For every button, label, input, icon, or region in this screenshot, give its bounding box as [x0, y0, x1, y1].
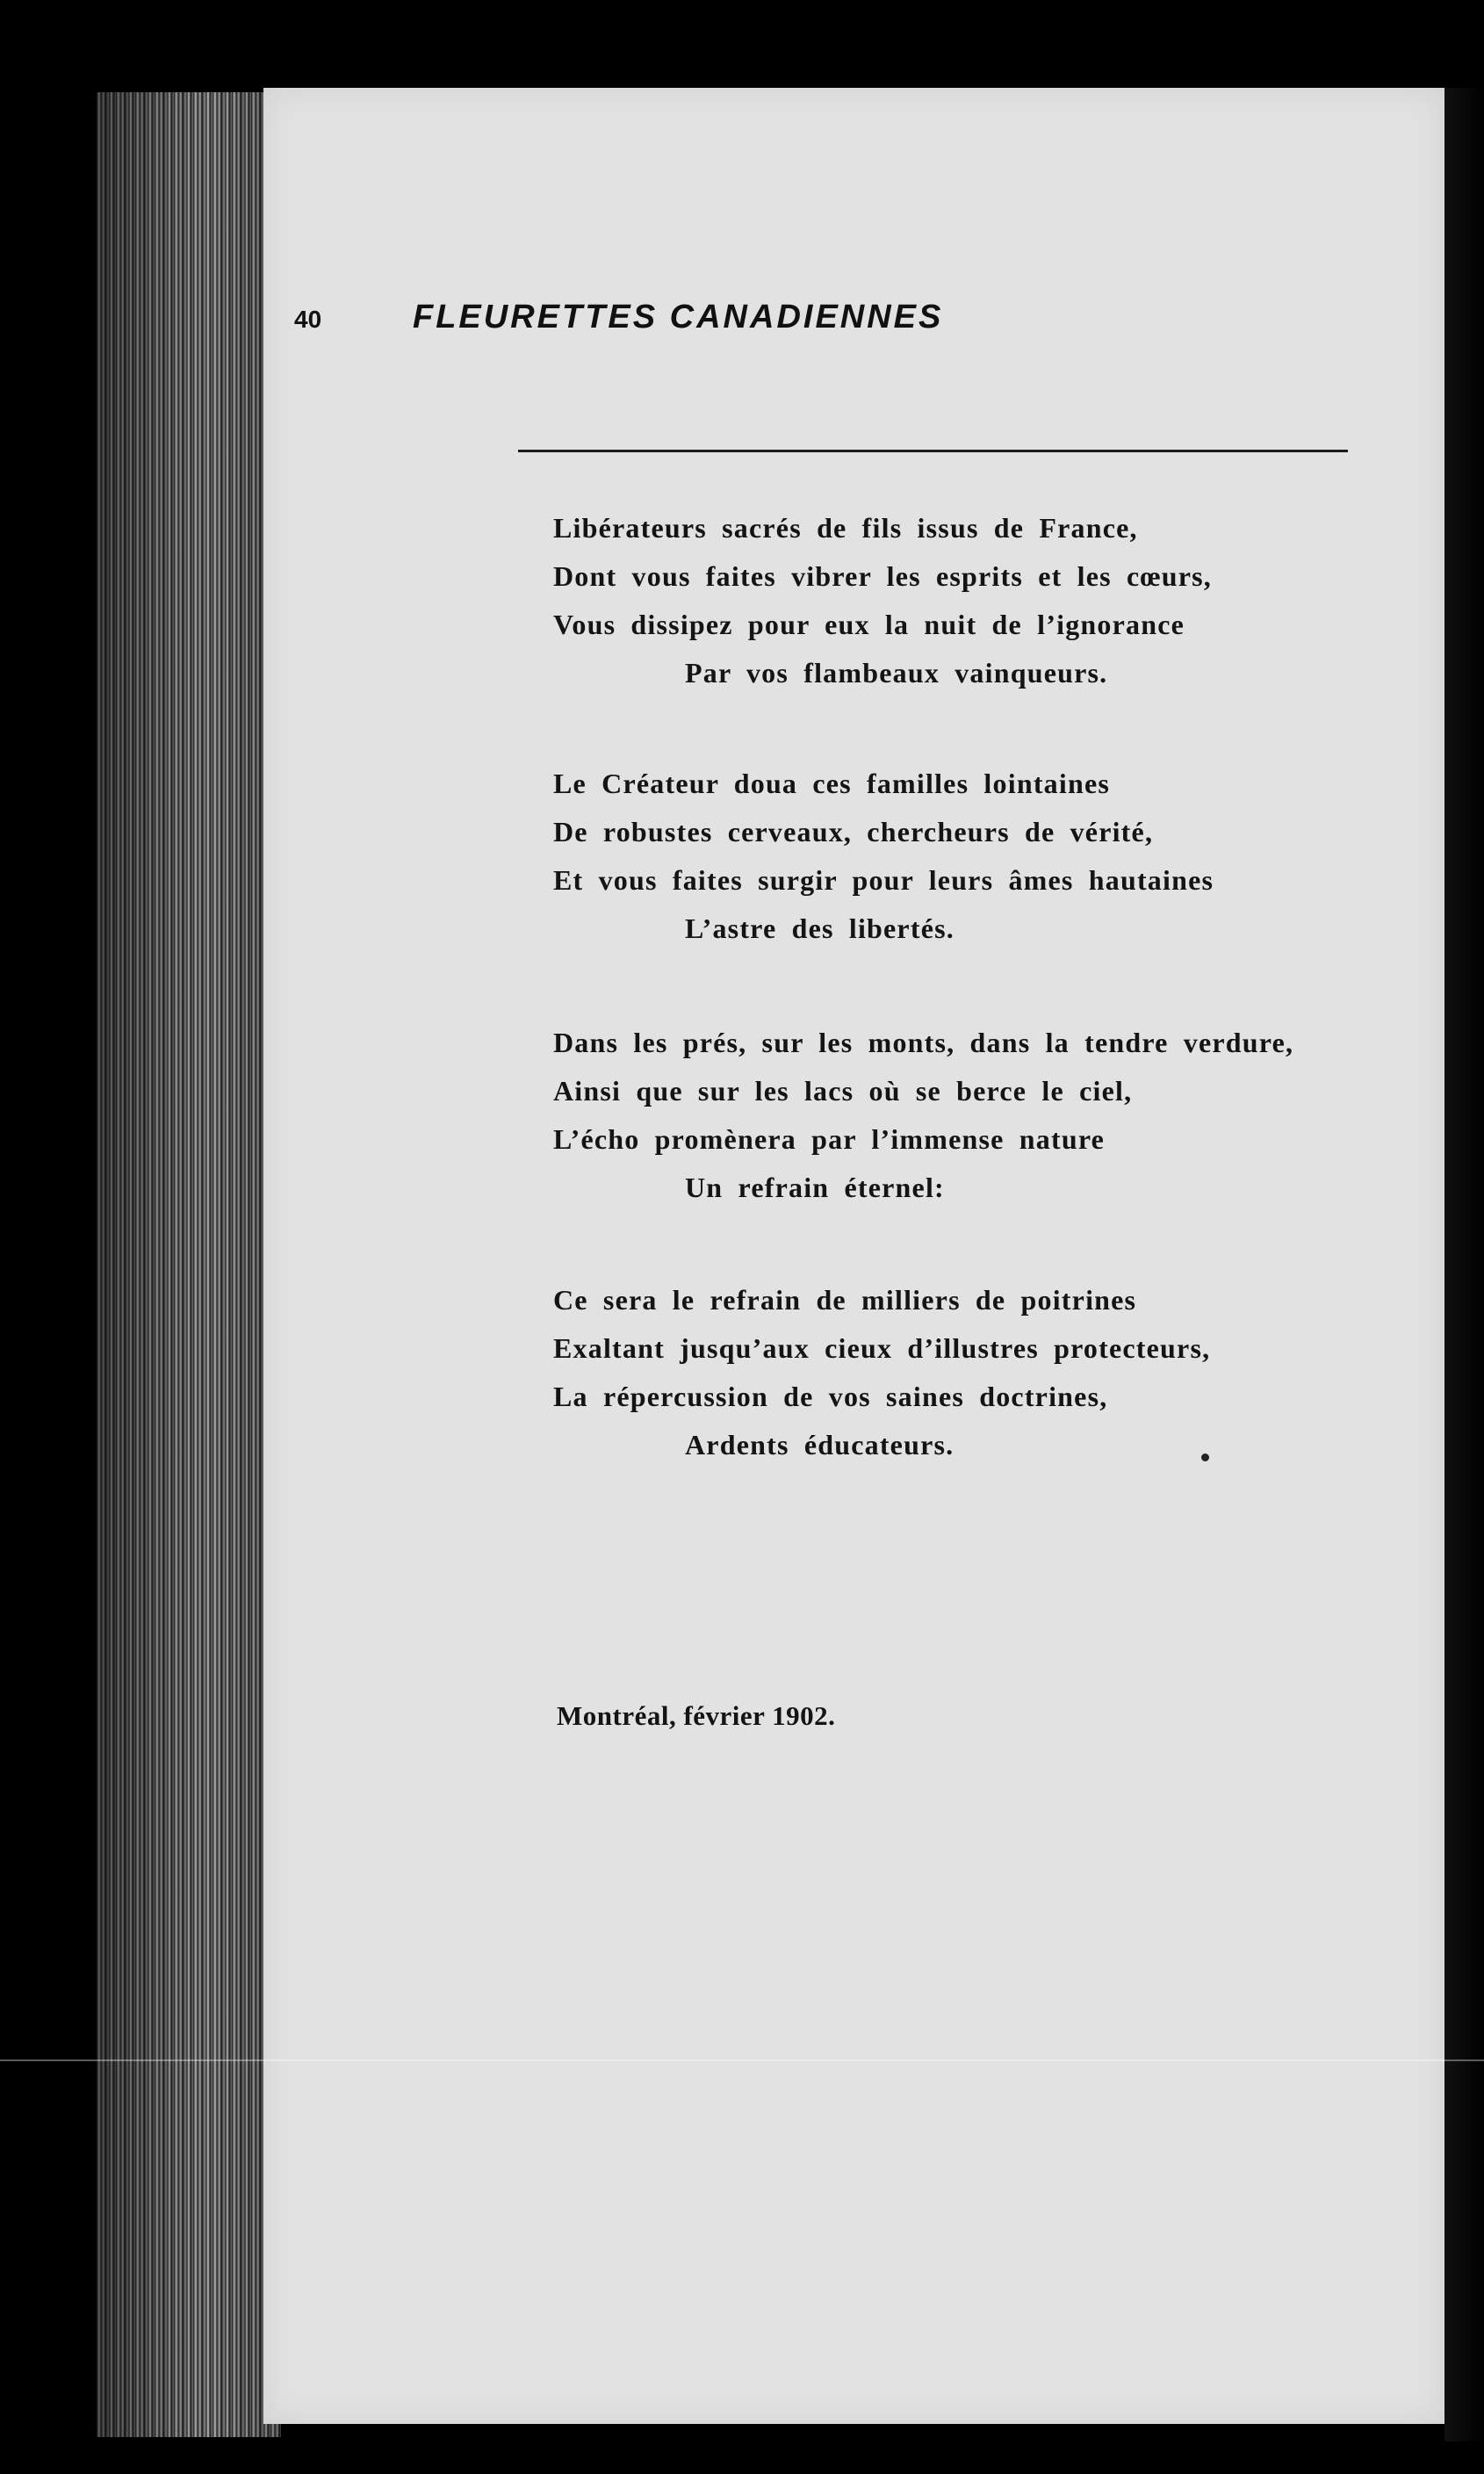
poem-line: Exaltant jusqu’aux cieux d’illustres protecteurs, — [553, 1332, 1211, 1364]
poem-line: L’écho promènera par l’immense nature — [553, 1123, 1106, 1155]
ink-speck — [1201, 1453, 1209, 1461]
place-date-signature: Montréal, février 1902. — [557, 1700, 836, 1731]
poem-line: Par vos flambeaux vainqueurs. — [685, 657, 1108, 689]
poem-line: Libérateurs sacrés de fils issus de France, — [553, 512, 1138, 544]
poem-line: Vous dissipez pour eux la nuit de l’ignorance — [553, 609, 1185, 640]
poem-line: De robustes cerveaux, chercheurs de vérité, — [553, 816, 1154, 848]
header-rule — [518, 450, 1348, 452]
page-number: 40 — [294, 306, 322, 333]
poem-line: Dans les prés, sur les monts, dans la tendre verdure, — [553, 1027, 1294, 1058]
poem-line: L’astre des libertés. — [685, 912, 955, 944]
poem-line: La répercussion de vos saines doctrines, — [553, 1381, 1108, 1412]
running-title: FLEURETTES CANADIENNES — [413, 299, 944, 335]
page-header — [294, 299, 1124, 369]
poem-line: Dont vous faites vibrer les esprits et les cœurs, — [553, 560, 1212, 592]
stanza — [553, 1019, 1344, 1212]
poem-line: Et vous faites surgir pour leurs âmes hautaines — [553, 864, 1214, 896]
scan-line-artifact — [0, 2059, 1484, 2061]
stanza — [553, 504, 1344, 697]
poem-line: Ce sera le refrain de milliers de poitrines — [553, 1284, 1137, 1316]
book-page-edges — [97, 92, 281, 2437]
binding-shadow — [1444, 88, 1484, 2442]
book-page — [263, 88, 1444, 2424]
poem-line: Ainsi que sur les lacs où se berce le ciel, — [553, 1075, 1133, 1107]
stanza — [553, 1276, 1344, 1469]
poem-line: Ardents éducateurs. — [685, 1429, 955, 1461]
poem-line: Un refrain éternel: — [685, 1172, 945, 1203]
stanza — [553, 760, 1344, 953]
poem-line: Le Créateur doua ces familles lointaines — [553, 768, 1111, 799]
